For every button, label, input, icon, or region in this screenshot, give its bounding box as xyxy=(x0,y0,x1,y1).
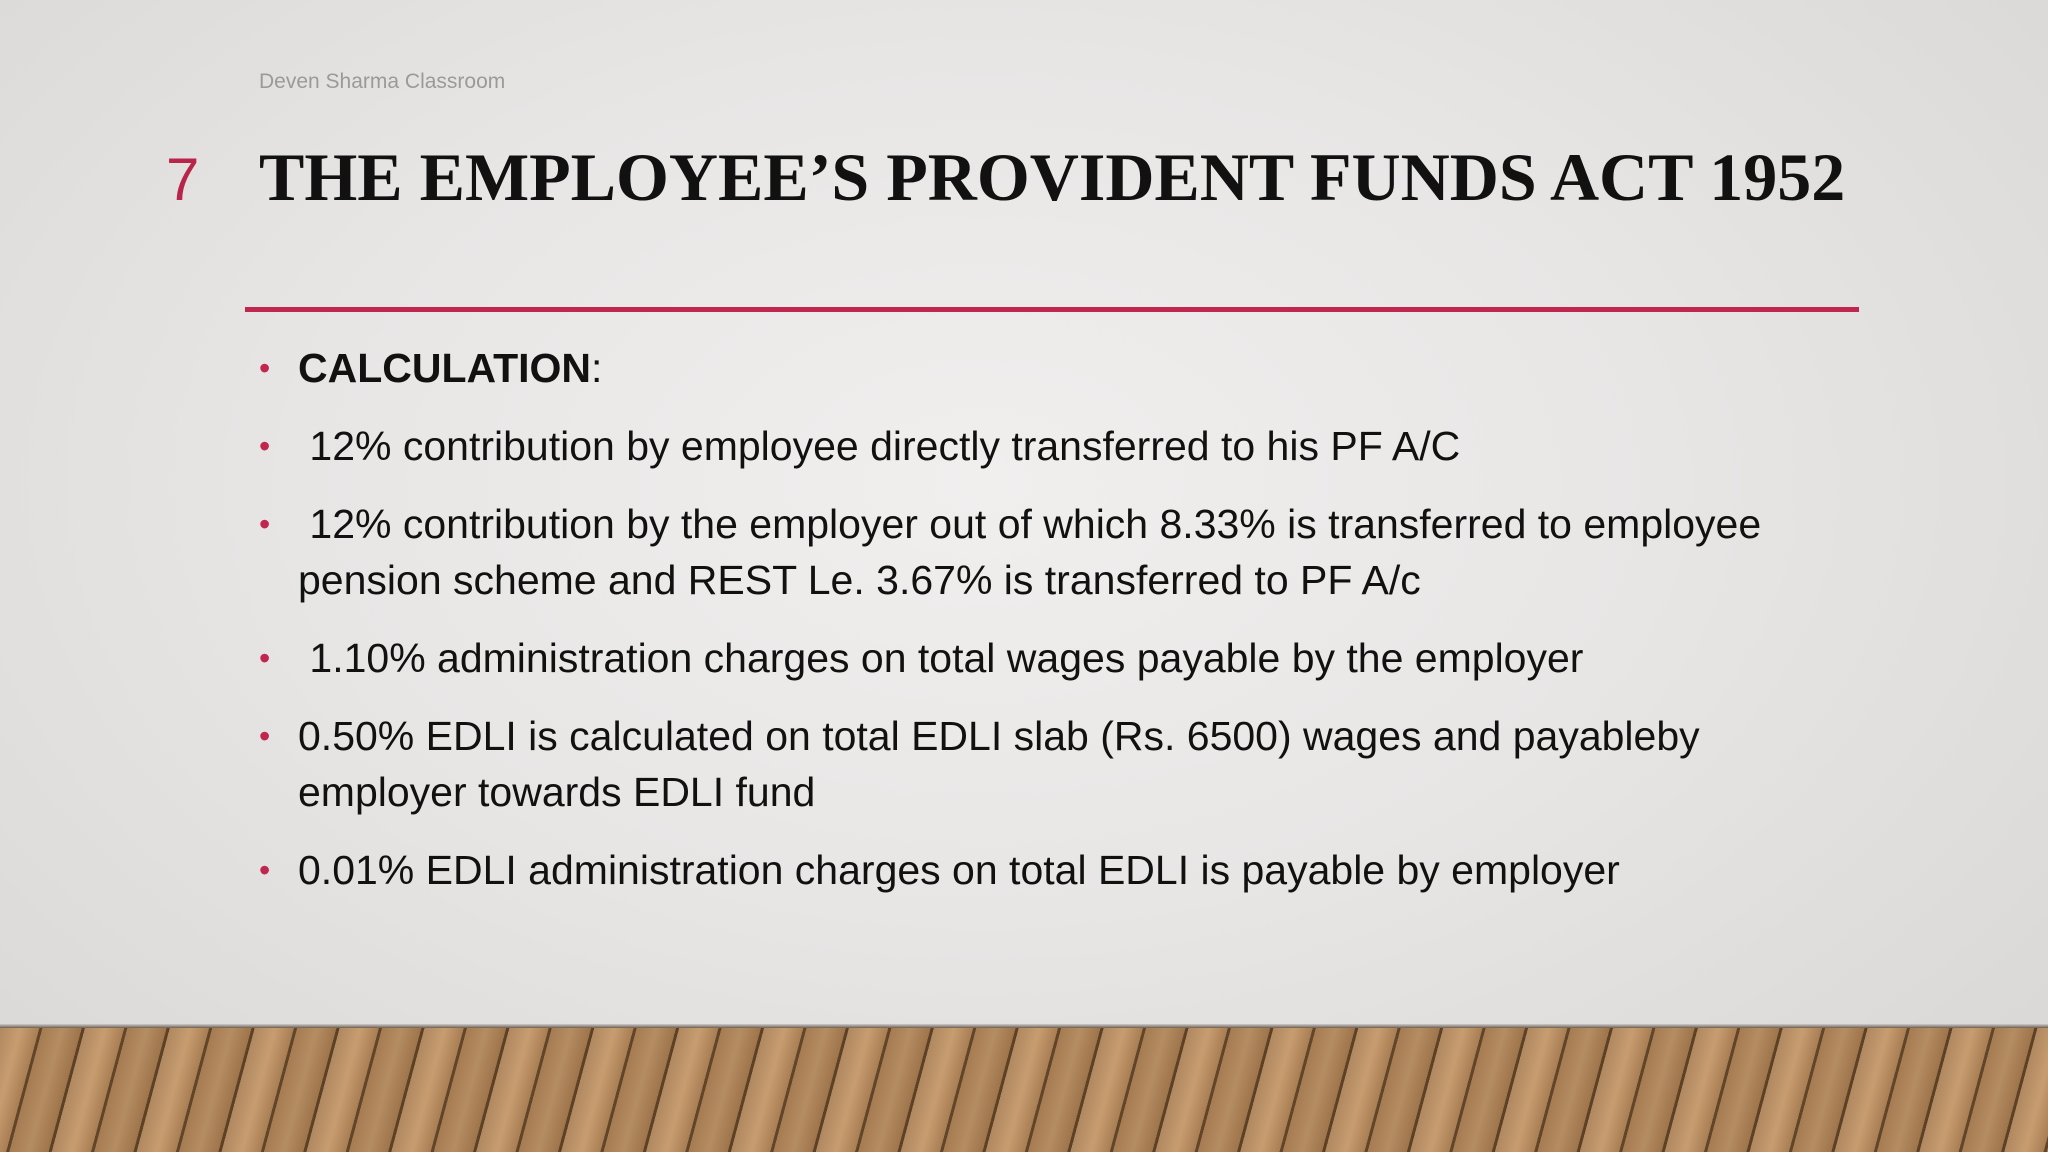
bullet-dot-icon: • xyxy=(259,506,271,542)
title-divider xyxy=(245,307,1859,312)
bullet-list xyxy=(259,340,1859,920)
slide-title: THE EMPLOYEE’S PROVIDENT FUNDS ACT 1952 xyxy=(259,139,1846,215)
bullet-item xyxy=(259,708,1859,820)
bullet-bold-text: CALCULATION xyxy=(298,345,592,391)
bullet-text: 12% contribution by employee directly transferred to his PF A/C xyxy=(298,423,1461,469)
bullet-item xyxy=(259,496,1859,608)
bullet-item xyxy=(259,340,1859,396)
bullet-dot-icon: • xyxy=(259,350,271,386)
bullet-text: 1.10% administration charges on total wages payable by the employer xyxy=(298,635,1584,681)
bullet-item xyxy=(259,418,1859,474)
bullet-text: : xyxy=(591,345,603,391)
bullet-dot-icon: • xyxy=(259,640,271,676)
watermark-text: Deven Sharma Classroom xyxy=(259,70,506,93)
bullet-text: 0.01% EDLI administration charges on total EDLI is payable by employer xyxy=(298,847,1620,893)
bullet-dot-icon: • xyxy=(259,428,271,464)
bullet-text: 0.50% EDLI is calculated on total EDLI slab (Rs. 6500) wages and payableby employer towards EDLI fund xyxy=(298,713,1700,815)
slide-number: 7 xyxy=(166,146,200,213)
wooden-floor-image xyxy=(0,1028,2048,1152)
bullet-item xyxy=(259,842,1859,898)
bullet-item xyxy=(259,630,1859,686)
bullet-dot-icon: • xyxy=(259,718,271,754)
bullet-dot-icon: • xyxy=(259,852,271,888)
bullet-text: 12% contribution by the employer out of which 8.33% is transferred to employee pension scheme and REST Le. 3.67% is transferred to PF A/c xyxy=(298,501,1773,603)
